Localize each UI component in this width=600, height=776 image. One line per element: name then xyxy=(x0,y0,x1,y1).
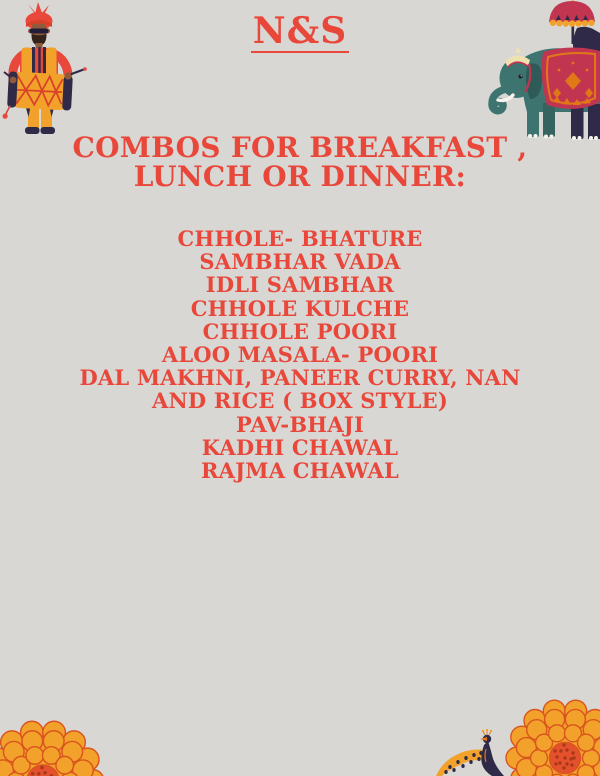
peacock-icon xyxy=(436,729,508,776)
menu-item: PAV-BHAJI xyxy=(236,411,364,437)
marigold-flower-icon xyxy=(0,719,105,776)
menu-item: ALOO MASALA- POORI xyxy=(161,342,439,368)
menu-item: CHHOLE POORI xyxy=(202,318,398,344)
menu-item: CHHOLE KULCHE xyxy=(190,295,410,321)
brand-title-text: N&S xyxy=(252,10,348,52)
menu-item: IDLI SAMBHAR xyxy=(205,272,395,298)
heading-line-2: LUNCH OR DINNER: xyxy=(133,160,467,193)
menu-item: DAL MAKHNI, PANEER CURRY, NAN xyxy=(79,365,521,391)
menu-item: RAJMA CHAWAL xyxy=(200,458,400,484)
menu-item: KADHI CHAWAL xyxy=(201,434,399,460)
heading-line-1: COMBOS FOR BREAKFAST , xyxy=(72,131,528,164)
menu-item: SAMBHAR VADA xyxy=(199,249,401,275)
menu-list xyxy=(0,227,600,482)
elephant-parasol-illustration xyxy=(485,0,600,140)
dhol-drummer-illustration xyxy=(1,2,87,134)
marigold-flower-icon xyxy=(505,698,600,776)
menu-item: CHHOLE- BHATURE xyxy=(177,226,423,251)
menu-heading xyxy=(0,133,600,191)
menu-item: AND RICE ( BOX STYLE) xyxy=(152,388,448,414)
